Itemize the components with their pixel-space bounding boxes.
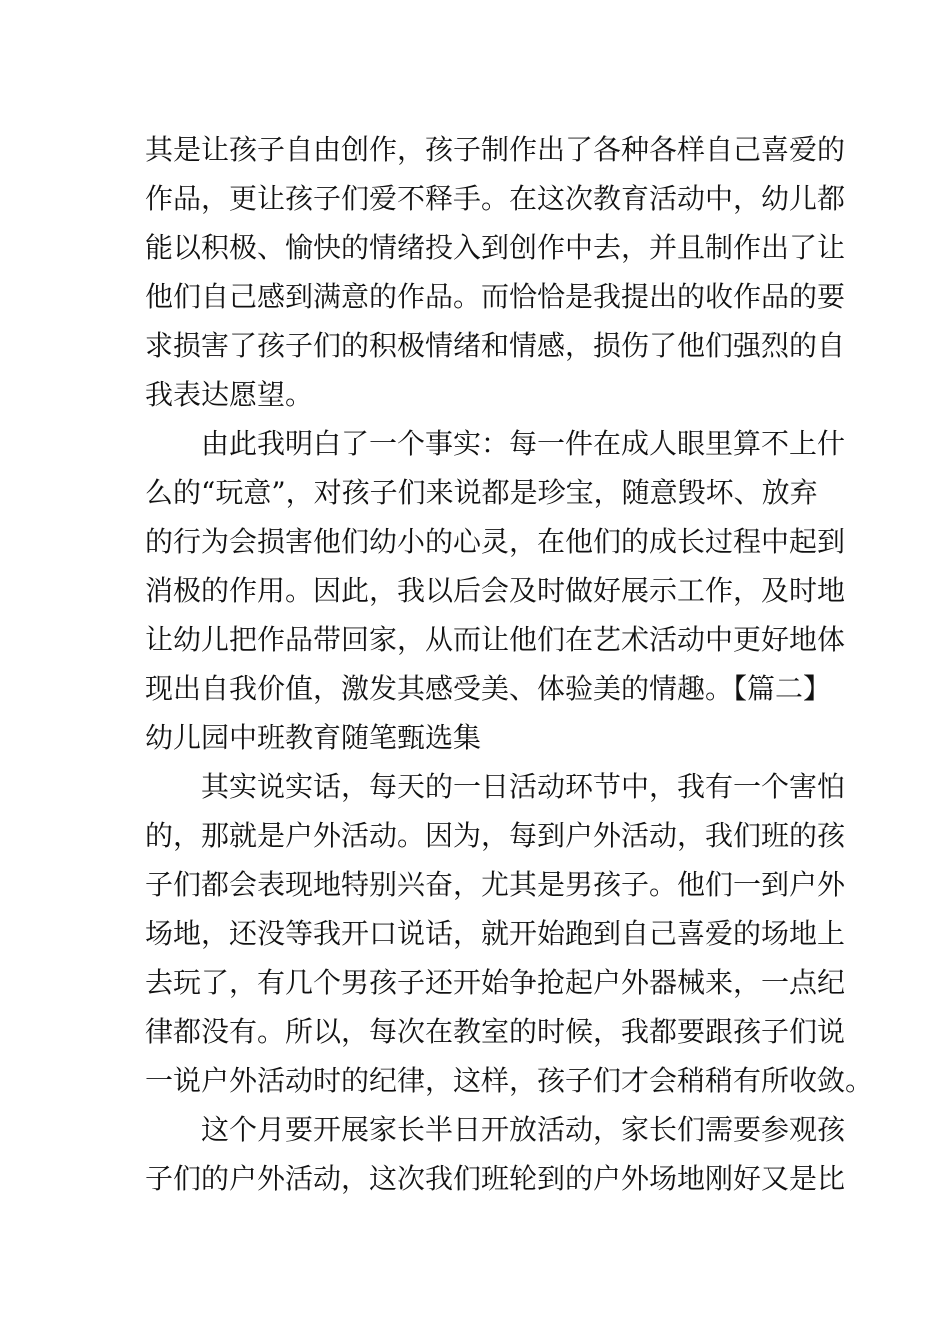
- text-line: 场地，还没等我开口说话，就开始跑到自己喜爱的场地上: [145, 917, 846, 950]
- text-line: 他们自己感到满意的作品。而恰恰是我提出的收作品的要: [145, 280, 846, 313]
- text-line: 我表达愿望。: [145, 378, 314, 411]
- text-line: 去玩了，有几个男孩子还开始争抢起户外器械来，一点纪: [145, 966, 846, 999]
- text-line: 由此我明白了一个事实：每一件在成人眼里算不上什: [145, 427, 846, 460]
- text-line: 的行为会损害他们幼小的心灵，在他们的成长过程中起到: [145, 525, 846, 558]
- body-text: [145, 125, 874, 1203]
- text-line: 能以积极、愉快的情绪投入到创作中去，并且制作出了让: [145, 231, 846, 264]
- text-line: 子们的户外活动，这次我们班轮到的户外场地刚好又是比: [145, 1162, 846, 1195]
- text-line: 其是让孩子自由创作，孩子制作出了各种各样自己喜爱的: [145, 133, 846, 166]
- text-line: 一说户外活动时的纪律，这样，孩子们才会稍稍有所收敛。: [145, 1064, 874, 1097]
- text-line: 子们都会表现地特别兴奋，尤其是男孩子。他们一到户外: [145, 868, 846, 901]
- text-line: 求损害了孩子们的积极情绪和情感，损伤了他们强烈的自: [145, 329, 846, 362]
- text-line: 现出自我价值，激发其感受美、体验美的情趣。【篇二】: [145, 672, 832, 705]
- text-line: 其实说实话，每天的一日活动环节中，我有一个害怕: [145, 770, 846, 803]
- text-line: 消极的作用。因此，我以后会及时做好展示工作，及时地: [145, 574, 846, 607]
- text-line: 的，那就是户外活动。因为，每到户外活动，我们班的孩: [145, 819, 846, 852]
- text-line: 么的“玩意”，对孩子们来说都是珍宝，随意毁坏、放弃: [145, 476, 818, 509]
- section-heading: 幼儿园中班教育随笔甄选集: [145, 721, 482, 754]
- text-line: 律都没有。所以，每次在教室的时候，我都要跟孩子们说: [145, 1015, 846, 1048]
- text-line: 让幼儿把作品带回家，从而让他们在艺术活动中更好地体: [145, 623, 846, 656]
- text-line: 这个月要开展家长半日开放活动，家长们需要参观孩: [145, 1113, 846, 1146]
- text-line: 作品，更让孩子们爱不释手。在这次教育活动中，幼儿都: [145, 182, 846, 215]
